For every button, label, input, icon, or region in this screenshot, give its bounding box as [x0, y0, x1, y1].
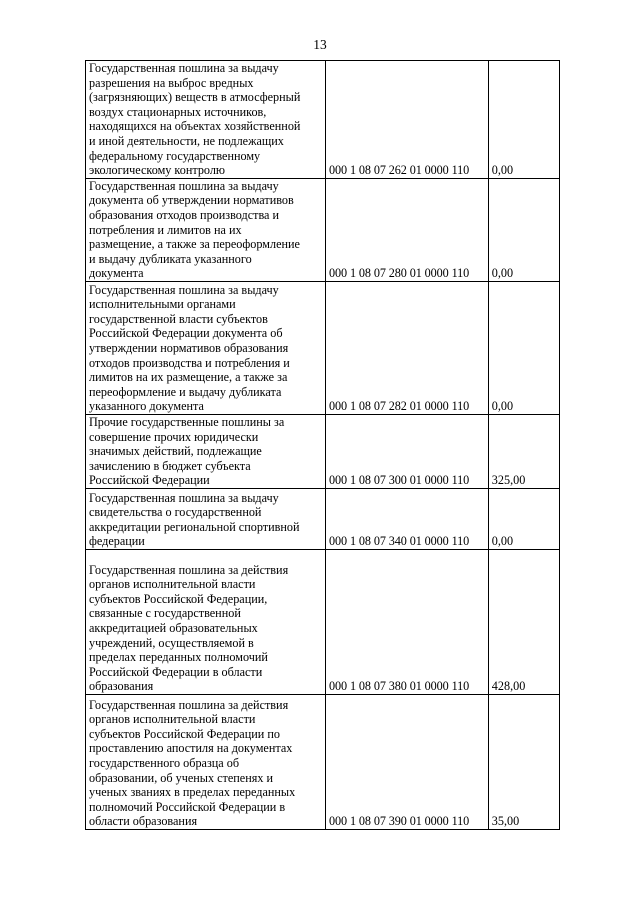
- table-row: [86, 281, 560, 414]
- amount-cell: 428,00: [488, 549, 559, 694]
- budget-code-cell: 000 1 08 07 280 01 0000 110: [326, 178, 489, 281]
- amount-cell: 325,00: [488, 414, 559, 488]
- budget-code-cell: 000 1 08 07 340 01 0000 110: [326, 488, 489, 549]
- table-row: [86, 61, 560, 179]
- revenue-table: [85, 60, 560, 830]
- revenue-name-cell: Государственная пошлина за выдачу исполнительными органами государственной власти субъектов Российской Федерации документа об утверждении нормативов образования отходов производства и потребления и лимитов на их размещение, а также за переоформление и выдачу дубликата указанного документа: [86, 281, 326, 414]
- revenue-name-cell: Государственная пошлина за выдачу свидетельства о государственной аккредитации региональной спортивной федерации: [86, 488, 326, 549]
- amount-cell: 0,00: [488, 281, 559, 414]
- budget-code-cell: 000 1 08 07 380 01 0000 110: [326, 549, 489, 694]
- amount-cell: 35,00: [488, 694, 559, 829]
- revenue-name-cell: Государственная пошлина за выдачу разрешения на выброс вредных (загрязняющих) веществ в атмосферный воздух стационарных источников, находящихся на объектах хозяйственной и иной деятельности, не подлежащих федеральному государственному экологическому контролю: [86, 61, 326, 179]
- amount-cell: 0,00: [488, 178, 559, 281]
- revenue-name-cell: Прочие государственные пошлины за совершение прочих юридически значимых действий, подлежащие зачислению в бюджет субъекта Российской Федерации: [86, 414, 326, 488]
- budget-code-cell: 000 1 08 07 390 01 0000 110: [326, 694, 489, 829]
- table-row: [86, 488, 560, 549]
- revenue-name-cell: Государственная пошлина за выдачу документа об утверждении нормативов образования отходов производства и потребления и лимитов на их размещение, а также за переоформление и выдачу дубликата указанного документа: [86, 178, 326, 281]
- revenue-name-cell: Государственная пошлина за действия органов исполнительной власти субъектов Российской Федерации по проставлению апостиля на документах государственного образца об образовании, об ученых степенях и ученых званиях в пределах переданных полномочий Российской Федерации в области образования: [86, 694, 326, 829]
- amount-cell: 0,00: [488, 488, 559, 549]
- table-row: [86, 414, 560, 488]
- table-row: [86, 178, 560, 281]
- table-row: [86, 549, 560, 694]
- budget-code-cell: 000 1 08 07 282 01 0000 110: [326, 281, 489, 414]
- budget-code-cell: 000 1 08 07 300 01 0000 110: [326, 414, 489, 488]
- revenue-name-cell: Государственная пошлина за действия органов исполнительной власти субъектов Российской Федерации, связанные с государственной аккредитацией образовательных учреждений, осуществляемой в пределах переданных полномочий Российской Федерации в области образования: [86, 549, 326, 694]
- amount-cell: 0,00: [488, 61, 559, 179]
- budget-code-cell: 000 1 08 07 262 01 0000 110: [326, 61, 489, 179]
- page-number: 13: [313, 37, 327, 52]
- table-row: [86, 694, 560, 829]
